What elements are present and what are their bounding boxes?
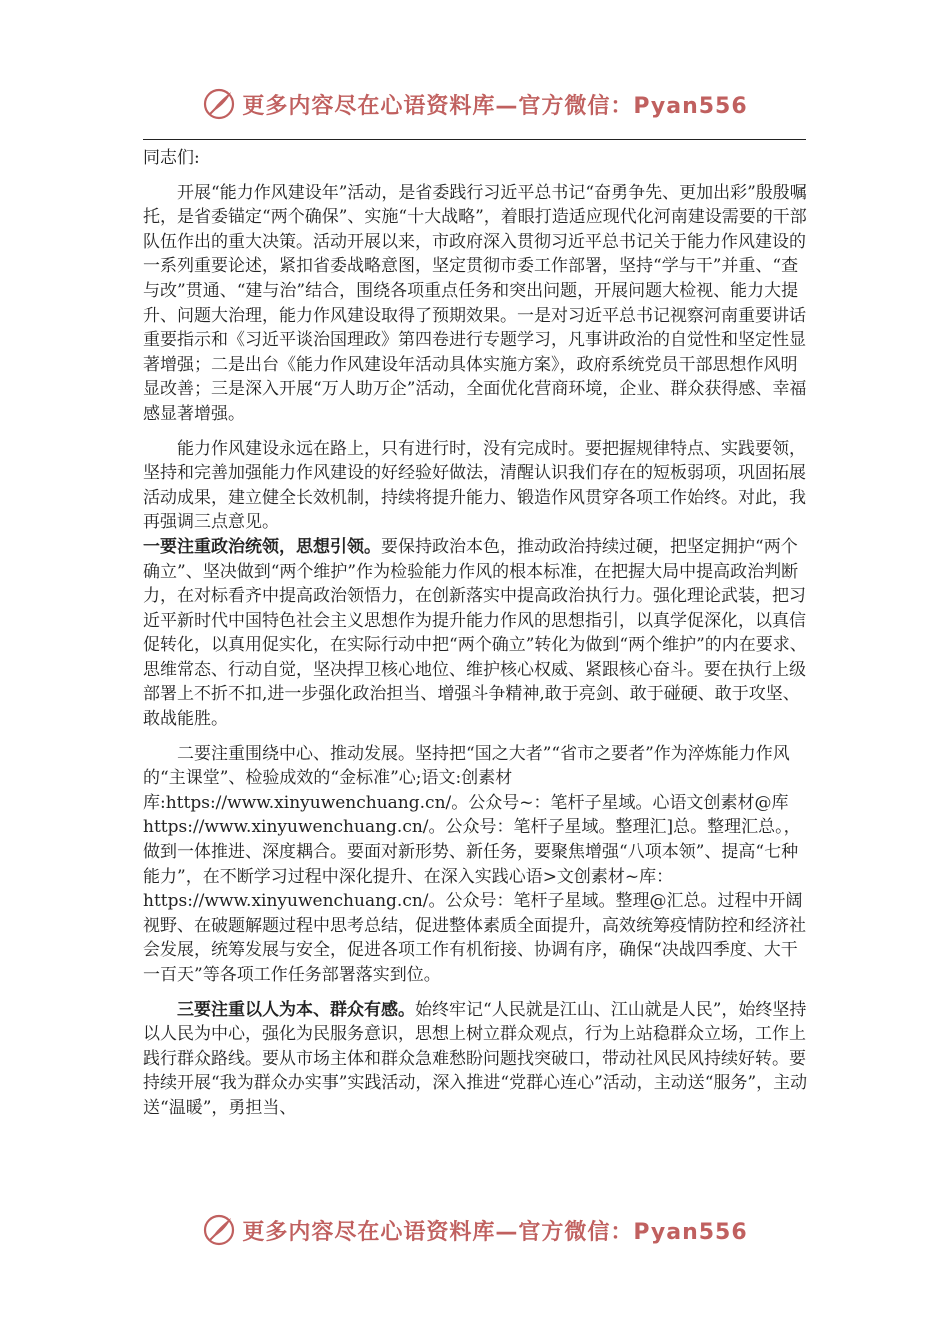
point-1-body: 要保持政治本色，推动政治持续过硬，把坚定拥护“两个确立”、坚决做到“两个维护”作为检验能力作风的根本标准，在把握大局中提高政治判断力，在对标看齐中提高政治领悟力，在创新落实中提高政治执行力。强化理论武装，把习近平新时代中国特色社会主义思想作为提升能力作风的思想指引，以真学促深化，以真信促转化，以真用促实化，在实际行动中把“两个确立”转化为做到“两个维护”的内在要求、思维常态、行动自觉，坚决捍卫核心地位、维护核心权威、紧跟核心奋斗。要在执行上级部署上不折不扣,进一步强化政治担当、增强斗争精神,敢于亮剑、敢于碰硬、敢于攻坚、敢战能胜。: [143, 536, 807, 730]
point-1-heading: 一要注重政治统领，思想引领。: [143, 536, 381, 557]
header-banner: [0, 84, 950, 124]
header-rule: [143, 139, 806, 140]
banner-text: 更多内容尽在心语资料库—官方微信：Pyan556: [242, 93, 748, 119]
point-3-heading: 三要注重以人为本、群众有感。: [177, 999, 415, 1020]
banner-text: 更多内容尽在心语资料库—官方微信：Pyan556: [242, 1219, 748, 1245]
paragraph-4: 二要注重围绕中心、推动发展。坚持把“国之大者”“省市之要者”作为淬炼能力作风的“主课堂”、检验成效的“金标准”心;语文:创素材库:https://www.xinyuwenchuang.cn/。公众号~：笔杆子星域。心语文创素材@库https://www.xinyuwenchuang.cn/。公众号：笔杆子星域。整理汇]总。整理汇总。，做到一体推进、深度耦合。要面对新形势、新任务，要聚焦增强“八项本领”、提高“七种能力”，在不断学习过程中深化提升、在深入实践心语>文创素材~库：https://www.xinyuwenchuang.cn/。公众号：笔杆子星域。整理@汇总。过程中开阔视野、在破题解题过程中思考总结，促进整体素质全面提升，高效统筹疫情防控和经济社会发展，统筹发展与安全，促进各项工作有机衔接、协调有序，确保“决战四季度、大干一百天”等各项工作任务部署落实到位。: [143, 743, 806, 985]
document-body: [143, 146, 809, 1121]
paragraph-1: 开展“能力作风建设年”活动，是省委践行习近平总书记“奋勇争先、更加出彩”殷殷嘱托，是省委锚定“两个确保”、实施“十大战略”，着眼打造适应现代化河南建设需要的干部队伍作出的重大决策。活动开展以来，市政府深入贯彻习近平总书记关于能力作风建设的一系列重要论述，紧扣省委战略意图，坚定贯彻市委工作部署，坚持“学与干”并重、“查与改”贯通、“建与治”结合，围绕各项重点任务和突出问题，开展问题大检视、能力大提升、问题大治理，能力作风建设取得了预期效果。一是对习近平总书记视察河南重要讲话重要指示和《习近平谈治国理政》第四卷进行专题学习，凡事讲政治的自觉性和坚定性显著增强；二是出台《能力作风建设年活动具体实施方案》，政府系统党员干部思想作风明显改善；三是深入开展“万人助万企”活动，全面优化营商环境，企业、群众获得感、幸福感显著增强。: [143, 182, 807, 424]
paragraph-2: 能力作风建设永远在路上，只有进行时，没有完成时。要把握规律特点、实践要领，坚持和完善加强能力作风建设的好经验好做法，清醒认识我们存在的短板弱项，巩固拓展活动成果，建立健全长效机制，持续将提升能力、锻造作风贯穿各项工作始终。对此，我再强调三点意见。: [143, 438, 806, 533]
paragraph-5: [143, 998, 809, 1121]
quill-pen-circle-icon: [202, 1213, 236, 1247]
footer-banner: [0, 1210, 950, 1250]
point-3-body: 始终牢记“人民就是江山、江山就是人民”，始终坚持以人民为中心，强化为民服务意识，思想上树立群众观点，行为上站稳群众立场，工作上践行群众路线。要从市场主体和群众急难愁盼问题找突破口，带动社风民风持续好转。要持续开展“我为群众办实事”实践活动，深入推进“党群心连心”活动，主动送“服务”，主动送“温暖”，勇担当、: [143, 999, 808, 1118]
paragraph-3: [143, 535, 809, 732]
salutation: 同志们:: [143, 148, 200, 168]
quill-pen-circle-icon: [202, 87, 236, 121]
